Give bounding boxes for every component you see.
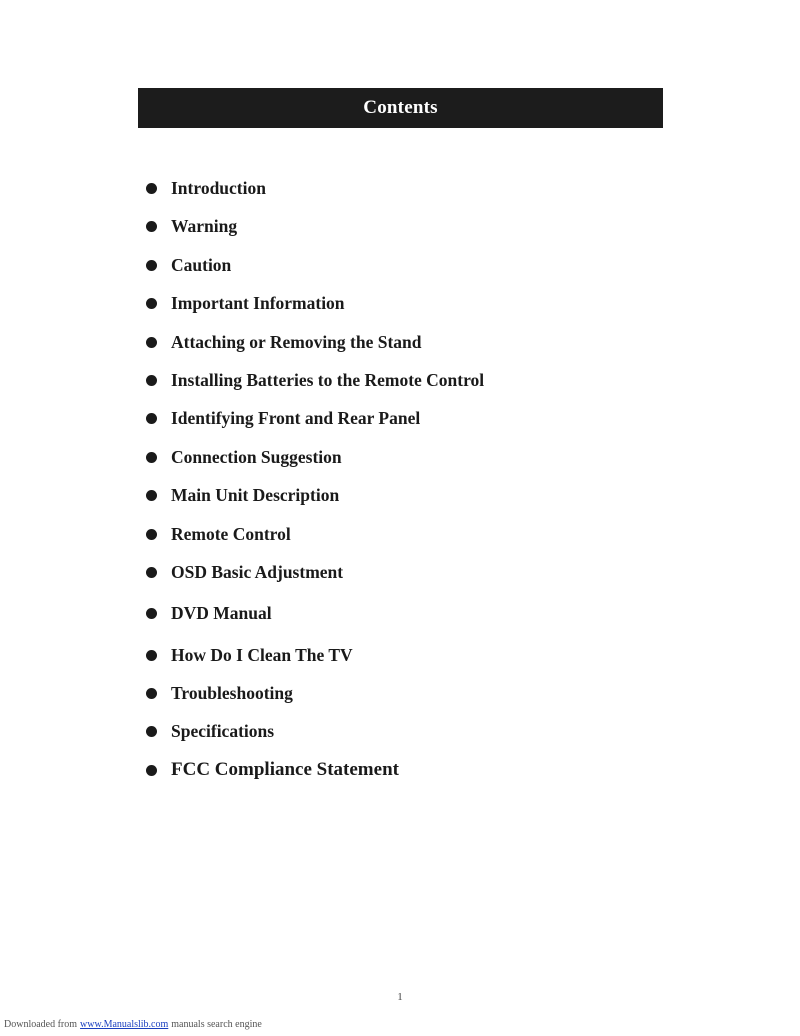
toc-item-label: Remote Control [171,523,291,544]
toc-item-label: Warning [171,215,238,236]
toc-item-label: OSD Basic Adjustment [171,561,344,582]
toc-item-introduction[interactable] [146,176,266,200]
toc-item-caution[interactable] [146,253,231,277]
toc-item-warning[interactable] [146,214,237,238]
toc-item-osd-basic-adjustment[interactable] [146,560,343,584]
toc-item-main-unit-description[interactable] [146,483,339,507]
manualslib-link[interactable]: www.Manualslib.com [80,1019,169,1030]
toc-item-dvd-manual[interactable] [146,601,272,625]
footer-suffix: manuals search engine [171,1019,262,1030]
bullet-icon [146,765,157,776]
page-title: Contents [363,97,438,118]
toc-item-remote-control[interactable] [146,522,291,546]
contents-title-bar [138,88,663,128]
toc-item-label: Attaching or Removing the Stand [171,331,422,352]
toc-item-label: Caution [171,254,232,275]
toc-item-attaching-stand[interactable] [146,330,422,354]
bullet-icon [146,413,157,424]
toc-item-connection-suggestion[interactable] [146,445,342,469]
bullet-icon [146,298,157,309]
bullet-icon [146,337,157,348]
toc-item-label: How Do I Clean The TV [171,644,353,665]
bullet-icon [146,260,157,271]
toc-item-troubleshooting[interactable] [146,681,293,705]
toc-item-specifications[interactable] [146,719,274,743]
bullet-icon [146,452,157,463]
bullet-icon [146,567,157,578]
toc-item-label: Troubleshooting [171,682,293,703]
toc-item-clean-the-tv[interactable] [146,643,353,667]
toc-item-label: Installing Batteries to the Remote Control [171,369,485,390]
bullet-icon [146,529,157,540]
bullet-icon [146,375,157,386]
download-footer [4,1019,262,1030]
bullet-icon [146,726,157,737]
toc-item-front-rear-panel[interactable] [146,406,420,430]
toc-item-installing-batteries[interactable] [146,368,484,392]
bullet-icon [146,490,157,501]
toc-item-label: Connection Suggestion [171,446,342,467]
bullet-icon [146,221,157,232]
toc-item-label: Specifications [171,720,275,741]
page-number: 1 [397,991,403,1003]
toc-item-label: DVD Manual [171,602,272,623]
toc-item-label: Main Unit Description [171,484,340,505]
toc-item-important-information[interactable] [146,291,345,315]
bullet-icon [146,608,157,619]
toc-item-label: Important Information [171,292,345,313]
toc-item-fcc-compliance[interactable] [146,758,399,782]
bullet-icon [146,688,157,699]
footer-prefix: Downloaded from [4,1019,78,1030]
toc-item-label: FCC Compliance Statement [171,759,399,780]
bullet-icon [146,183,157,194]
bullet-icon [146,650,157,661]
toc-item-label: Introduction [171,177,266,198]
toc-item-label: Identifying Front and Rear Panel [171,407,421,428]
